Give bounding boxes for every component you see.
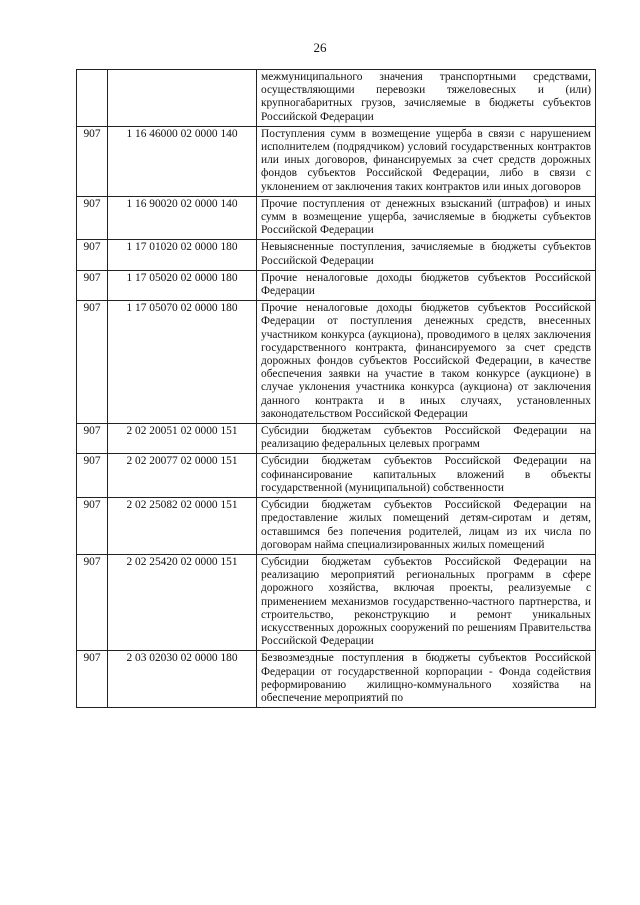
table-row — [77, 651, 596, 708]
administrator-code-cell: 907 — [77, 240, 108, 270]
table-body — [77, 70, 596, 708]
table-row — [77, 240, 596, 270]
revenue-code-cell: 1 17 05020 02 0000 180 — [108, 270, 257, 300]
administrator-code-cell: 907 — [77, 126, 108, 196]
revenue-description-cell: Прочие неналоговые доходы бюджетов субъектов Российской Федерации — [257, 270, 596, 300]
revenue-description-cell: межмуниципального значения транспортными средствами, осуществляющими перевозки тяжеловесных и (или) крупногабаритных грузов, зачисляемые в бюджеты субъектов Российской Федерации — [257, 70, 596, 127]
administrator-code-cell — [77, 70, 108, 127]
administrator-code-cell: 907 — [77, 651, 108, 708]
administrator-code-cell: 907 — [77, 196, 108, 240]
revenue-description-cell: Безвозмездные поступления в бюджеты субъектов Российской Федерации от государственной корпорации - Фонда содействия реформированию жилищно-коммунального хозяйства на обеспечение мероприятий по — [257, 651, 596, 708]
table-row — [77, 454, 596, 498]
revenue-codes-table — [76, 69, 596, 708]
table-row — [77, 196, 596, 240]
revenue-code-cell: 2 02 25082 02 0000 151 — [108, 498, 257, 555]
administrator-code-cell: 907 — [77, 498, 108, 555]
administrator-code-cell: 907 — [77, 554, 108, 650]
revenue-description-cell: Прочие неналоговые доходы бюджетов субъектов Российской Федерации от поступления денежных средств, внесенных участником конкурса (аукциона), проводимого в целях заключения государственного контракта, финансируемого за счет средств дорожных фондов субъектов Российской Федерации, в качестве обеспечения заявки на участие в таком конкурсе (аукционе) в случае уклонения участника конкурса (аукциона) от заключения данного контракта и в иных случаях, установленных законодательством Российской Федерации — [257, 301, 596, 424]
table-row — [77, 70, 596, 127]
revenue-code-cell — [108, 70, 257, 127]
revenue-description-cell: Поступления сумм в возмещение ущерба в связи с нарушением исполнителем (подрядчиком) условий государственных контрактов или иных договоров, финансируемых за счет средств дорожных фондов субъектов Российской Федерации, либо в связи с уклонением от заключения таких контрактов или иных договоров — [257, 126, 596, 196]
revenue-code-cell: 1 16 46000 02 0000 140 — [108, 126, 257, 196]
revenue-code-cell: 2 02 25420 02 0000 151 — [108, 554, 257, 650]
revenue-code-cell: 2 02 20051 02 0000 151 — [108, 424, 257, 454]
revenue-description-cell: Невыясненные поступления, зачисляемые в бюджеты субъектов Российской Федерации — [257, 240, 596, 270]
revenue-code-cell: 2 02 20077 02 0000 151 — [108, 454, 257, 498]
administrator-code-cell: 907 — [77, 270, 108, 300]
revenue-description-cell: Прочие поступления от денежных взысканий (штрафов) и иных сумм в возмещение ущерба, зачисляемые в бюджеты субъектов Российской Федерации — [257, 196, 596, 240]
table-row — [77, 270, 596, 300]
administrator-code-cell: 907 — [77, 424, 108, 454]
revenue-description-cell: Субсидии бюджетам субъектов Российской Федерации на софинансирование капитальных вложений в объекты государственной (муниципальной) собственности — [257, 454, 596, 498]
revenue-description-cell: Субсидии бюджетам субъектов Российской Федерации на реализацию федеральных целевых программ — [257, 424, 596, 454]
revenue-description-cell: Субсидии бюджетам субъектов Российской Федерации на реализацию мероприятий региональных программ в сфере дорожного хозяйства, включая проекты, реализуемые с применением механизмов государственно-частного партнерства, и строительство, реконструкцию и ремонт уникальных искусственных дорожных сооружений по решениям Правительства Российской Федерации — [257, 554, 596, 650]
page-number: 26 — [313, 40, 327, 55]
administrator-code-cell: 907 — [77, 301, 108, 424]
revenue-code-cell: 1 17 01020 02 0000 180 — [108, 240, 257, 270]
table-row — [77, 498, 596, 555]
administrator-code-cell: 907 — [77, 454, 108, 498]
table-row — [77, 126, 596, 196]
revenue-code-cell: 1 16 90020 02 0000 140 — [108, 196, 257, 240]
revenue-description-cell: Субсидии бюджетам субъектов Российской Федерации на предоставление жилых помещений детям-сиротам и детям, оставшимся без попечения родителей, лицам из их числа по договорам найма специализированных жилых помещений — [257, 498, 596, 555]
revenue-code-cell: 1 17 05070 02 0000 180 — [108, 301, 257, 424]
table-row — [77, 301, 596, 424]
table-row — [77, 554, 596, 650]
table-row — [77, 424, 596, 454]
revenue-code-cell: 2 03 02030 02 0000 180 — [108, 651, 257, 708]
